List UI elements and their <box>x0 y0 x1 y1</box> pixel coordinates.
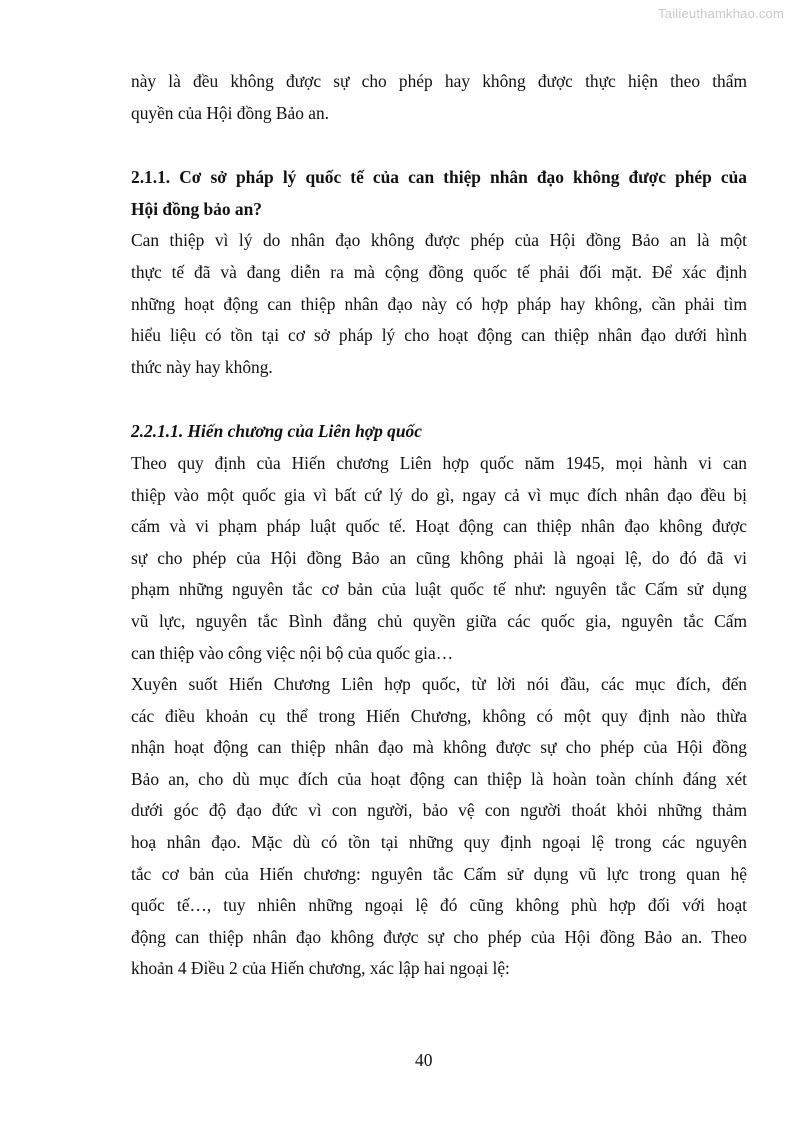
text-line: Xuyên suốt Hiến Chương Liên hợp quốc, từ lời nói đầu, các mục đích, đến <box>131 674 747 695</box>
text-line: dưới góc độ đạo đức vì con người, bảo vệ con người thoát khỏi những thảm <box>131 800 747 821</box>
document-page <box>131 66 747 985</box>
text-line: Theo quy định của Hiến chương Liên hợp quốc năm 1945, mọi hành vi can <box>131 452 747 473</box>
text-line: thiệp vào một quốc gia vì bất cứ lý do gì, ngay cả vì mục đích nhân đạo đều bị <box>131 484 747 505</box>
text-line: Bảo an, cho dù mục đích của hoạt động can thiệp là hoàn toàn chính đáng xét <box>131 768 747 789</box>
paragraph-continuation <box>131 66 747 129</box>
text-line: động can thiệp nhân đạo không được sự cho phép của Hội đồng Bảo an. Theo <box>131 926 747 947</box>
text-line: Can thiệp vì lý do nhân đạo không được phép của Hội đồng Bảo an là một <box>131 230 747 251</box>
text-line: thực tế đã và đang diễn ra mà cộng đồng quốc tế phải đối mặt. Để xác định <box>131 261 747 282</box>
text-line: quốc tế…, tuy nhiên những ngoại lệ đó cũng không phù hợp đối với hoạt <box>131 895 747 916</box>
text-line: phạm những nguyên tắc cơ bản của luật quốc tế như: nguyên tắc Cấm sử dụng <box>131 579 747 600</box>
text-line: quyền của Hội đồng Bảo an. <box>131 102 330 123</box>
watermark: Tailieuthamkhao.com <box>658 6 784 21</box>
subsection-heading <box>131 416 747 448</box>
paragraph-intro <box>131 225 747 383</box>
text-line: sự cho phép của Hội đồng Bảo an cũng không phải là ngoại lệ, do đó đã vi <box>131 547 747 568</box>
text-line: khoản 4 Điều 2 của Hiến chương, xác lập hai ngoại lệ: <box>131 958 510 979</box>
paragraph-throughout <box>131 669 747 985</box>
text-line: này là đều không được sự cho phép hay không được thực hiện theo thẩm <box>131 71 747 91</box>
page-number: 40 <box>415 1050 433 1070</box>
text-line: các điều khoản cụ thể trong Hiến Chương, không có một quy định nào thừa <box>131 705 747 726</box>
text-line: hiểu liệu có tồn tại cơ sở pháp lý cho hoạt động can thiệp nhân đạo dưới hình <box>131 325 747 346</box>
heading-line: Hội đồng bảo an? <box>131 198 262 219</box>
text-line: hoạ nhân đạo. Mặc dù có tồn tại những quy định ngoại lệ trong các nguyên <box>131 832 747 853</box>
text-line: cấm và vi phạm pháp luật quốc tế. Hoạt động can thiệp nhân đạo không được <box>131 516 747 537</box>
heading-line: 2.1.1. Cơ sở pháp lý quốc tế của can thiệp nhân đạo không được phép của <box>131 167 747 188</box>
text-line: can thiệp vào công việc nội bộ của quốc gia… <box>131 642 454 663</box>
section-heading <box>131 162 747 225</box>
paragraph-charter <box>131 448 747 669</box>
text-line: những hoạt động can thiệp nhân đạo này có hợp pháp hay không, cần phải tìm <box>131 293 747 314</box>
text-line: vũ lực, nguyên tắc Bình đẳng chủ quyền giữa các quốc gia, nguyên tắc Cấm <box>131 610 747 631</box>
text-line: thức này hay không. <box>131 356 273 377</box>
text-line: nhận hoạt động can thiệp nhân đạo mà không được sự cho phép của Hội đồng <box>131 737 747 758</box>
heading-line: 2.2.1.1. Hiến chương của Liên hợp quốc <box>131 421 422 442</box>
text-line: tắc cơ bản của Hiến chương: nguyên tắc Cấm sử dụng vũ lực trong quan hệ <box>131 863 747 884</box>
